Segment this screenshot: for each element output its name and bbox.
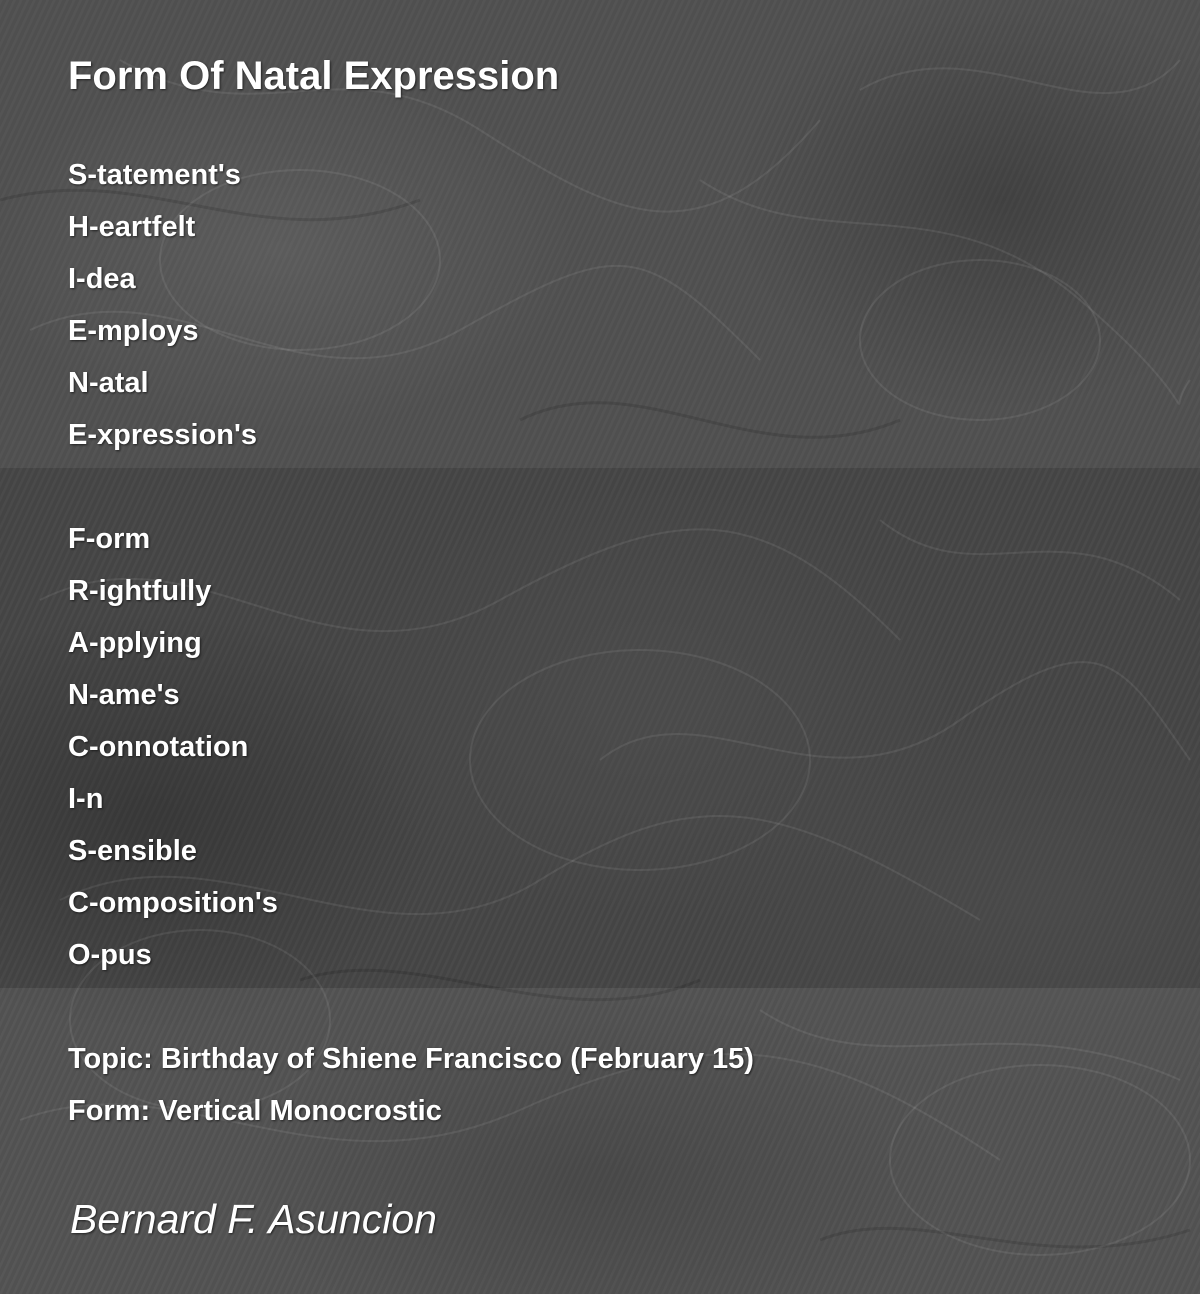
poem-stanza-2 bbox=[68, 513, 278, 981]
poem-line: S-ensible bbox=[68, 835, 197, 867]
poem-line: C-omposition's bbox=[68, 887, 278, 919]
poem-line: I-n bbox=[68, 783, 104, 815]
poem-stanza-1 bbox=[68, 149, 257, 461]
poem-line: F-orm bbox=[68, 523, 151, 555]
poem-line: A-pplying bbox=[68, 627, 202, 659]
poem-author: Bernard F. Asuncion bbox=[70, 1196, 437, 1242]
poem-line: E-xpression's bbox=[68, 419, 258, 451]
poem-form: Form: Vertical Monocrostic bbox=[68, 1095, 442, 1127]
poem-title: Form Of Natal Expression bbox=[68, 54, 560, 98]
poem-line: C-onnotation bbox=[68, 731, 249, 763]
poem-line: N-ame's bbox=[68, 679, 180, 711]
poem-line: I-dea bbox=[68, 263, 136, 295]
poem-line: H-eartfelt bbox=[68, 211, 196, 243]
poem-topic: Topic: Birthday of Shiene Francisco (February 15) bbox=[68, 1043, 754, 1075]
poem-line: R-ightfully bbox=[68, 575, 212, 607]
poem-line: N-atal bbox=[68, 367, 149, 399]
poem-line: E-mploys bbox=[68, 315, 199, 347]
poem-line: O-pus bbox=[68, 939, 152, 971]
poem-notes bbox=[68, 1033, 754, 1137]
poem-line: S-tatement's bbox=[68, 159, 241, 191]
